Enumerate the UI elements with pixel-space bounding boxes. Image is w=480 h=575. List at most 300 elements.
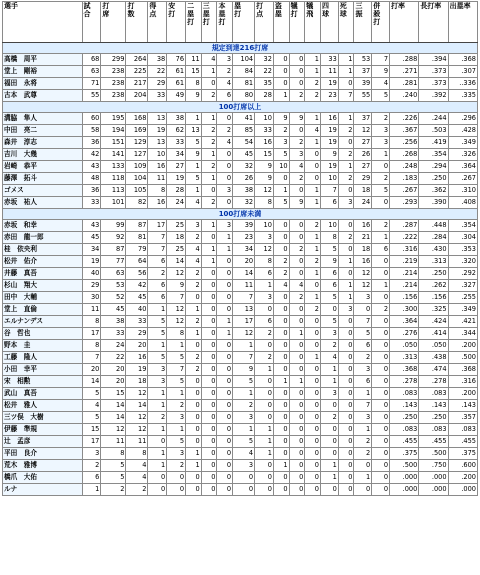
stat-cell: 16 [354, 256, 372, 268]
column-header [354, 2, 372, 43]
table-row [3, 66, 478, 78]
stat-cell: 1 [354, 424, 372, 436]
stat-cell: 3 [289, 149, 305, 161]
stat-cell: 11 [186, 54, 202, 66]
table-row [3, 436, 478, 448]
column-header [372, 2, 390, 43]
stat-cell: 3 [320, 328, 338, 340]
stat-cell: 0 [289, 316, 305, 328]
stat-cell: 0 [201, 400, 217, 412]
stat-cell: 0 [289, 340, 305, 352]
stat-cell: .750 [419, 460, 448, 472]
stat-cell: 3 [338, 304, 354, 316]
stat-cell: 0 [201, 412, 217, 424]
section-title: 100打席以上 [3, 102, 478, 113]
stat-cell: 1 [255, 280, 274, 292]
stat-cell: 0 [338, 460, 354, 472]
stat-cell: 0 [273, 328, 289, 340]
stat-cell: .250 [419, 268, 448, 280]
stat-cell: 7 [82, 352, 101, 364]
stat-cell: 8 [101, 448, 126, 460]
stat-cell: 1 [338, 292, 354, 304]
stat-cell: 17 [82, 436, 101, 448]
stat-cell: 1 [273, 185, 289, 197]
stat-cell: 2 [305, 220, 321, 232]
player-name-cell: 赤坂 和幸 [3, 220, 83, 232]
column-header-label: 併殺打 [373, 2, 381, 26]
stat-cell: .183 [390, 173, 419, 185]
column-header-label: 安打 [168, 2, 176, 18]
stat-cell: 45 [233, 149, 255, 161]
table-row [3, 90, 478, 102]
stat-cell: 63 [82, 66, 101, 78]
stat-cell: 0 [217, 460, 233, 472]
stat-cell: 3 [233, 412, 255, 424]
stat-cell: 1 [354, 388, 372, 400]
stat-cell: 92 [101, 232, 126, 244]
stat-cell: 0 [338, 185, 354, 197]
stat-cell: 1 [305, 197, 321, 209]
stat-cell: 0 [255, 484, 274, 496]
stat-cell: 0 [338, 137, 354, 149]
stat-cell: 19 [82, 256, 101, 268]
stat-cell: 1 [320, 472, 338, 484]
stat-cell: 9 [186, 90, 202, 102]
stat-cell: .455 [419, 436, 448, 448]
stat-cell: 1 [217, 244, 233, 256]
stat-cell: .421 [448, 316, 477, 328]
stat-cell: 2 [305, 304, 321, 316]
stat-cell: 26 [354, 149, 372, 161]
stat-cell: 118 [101, 173, 126, 185]
stat-cell: 5 [233, 376, 255, 388]
stat-cell: 5 [320, 244, 338, 256]
stat-cell: 0 [233, 472, 255, 484]
stat-cell: .326 [448, 149, 477, 161]
stat-cell: 1 [148, 448, 167, 460]
stat-cell: .325 [419, 304, 448, 316]
stat-cell: 17 [82, 328, 101, 340]
stat-cell: .307 [448, 66, 477, 78]
stat-cell: 0 [305, 400, 321, 412]
stat-cell: 0 [186, 424, 202, 436]
stat-cell: .368 [390, 364, 419, 376]
stat-cell: 22 [148, 66, 167, 78]
stat-cell: 2 [289, 292, 305, 304]
stat-cell: 19 [167, 173, 186, 185]
table-row [3, 424, 478, 436]
stat-cell: 7 [233, 292, 255, 304]
stat-cell: 79 [126, 244, 148, 256]
stat-cell: 14 [167, 256, 186, 268]
stat-cell: 0 [167, 472, 186, 484]
stat-cell: 2 [305, 90, 321, 102]
stat-cell: 169 [126, 125, 148, 137]
stat-cell: 42 [82, 149, 101, 161]
stat-cell: 0 [217, 436, 233, 448]
stat-cell: 0 [217, 352, 233, 364]
stat-cell: 2 [338, 232, 354, 244]
stat-cell: 3 [233, 460, 255, 472]
stat-cell: 6 [354, 376, 372, 388]
stat-cell: .368 [448, 54, 477, 66]
stat-cell: .600 [448, 460, 477, 472]
stat-cell: 0 [273, 412, 289, 424]
stat-cell: 1 [233, 340, 255, 352]
stat-cell: 1 [201, 66, 217, 78]
stat-cell: 24 [167, 197, 186, 209]
stat-cell: 0 [273, 316, 289, 328]
stat-cell: 10 [273, 161, 289, 173]
stat-cell: 1 [148, 304, 167, 316]
stat-cell: 14 [233, 268, 255, 280]
stat-cell: 4 [305, 125, 321, 137]
stat-cell: 45 [82, 232, 101, 244]
stat-cell: 0 [338, 388, 354, 400]
stat-cell: 3 [273, 137, 289, 149]
stat-cell: 0 [372, 161, 390, 173]
stat-cell: 0 [201, 328, 217, 340]
stat-cell: 0 [338, 484, 354, 496]
stat-cell: 2 [372, 304, 390, 316]
stat-cell: 0 [305, 376, 321, 388]
stat-cell: .219 [390, 256, 419, 268]
stat-cell: 0 [289, 78, 305, 90]
stat-cell: 2 [289, 244, 305, 256]
column-header [419, 2, 448, 43]
table-header [3, 2, 478, 43]
stat-cell: .214 [390, 280, 419, 292]
stat-cell: .248 [390, 161, 419, 173]
player-name-cell: 堂上 剛裕 [3, 66, 83, 78]
stat-cell: 36 [82, 137, 101, 149]
stat-cell: 6 [255, 316, 274, 328]
stat-cell: .503 [419, 125, 448, 137]
stat-cell: 0 [186, 388, 202, 400]
stat-cell: .375 [390, 448, 419, 460]
stat-cell: 5 [82, 412, 101, 424]
stat-cell: 15 [255, 149, 274, 161]
stat-cell: 1 [148, 400, 167, 412]
stat-cell: 0 [273, 244, 289, 256]
stat-cell: .244 [419, 113, 448, 125]
stat-cell: 6 [148, 280, 167, 292]
stat-cell: 14 [82, 376, 101, 388]
stat-cell: .455 [448, 436, 477, 448]
stat-cell: 33 [148, 90, 167, 102]
stat-cell: 58 [82, 125, 101, 137]
stat-cell: .278 [390, 376, 419, 388]
stat-cell: 7 [233, 352, 255, 364]
stat-cell: 4 [217, 137, 233, 149]
column-header-label: 長打率 [420, 2, 442, 10]
stat-cell: 109 [126, 161, 148, 173]
stat-cell: 2 [126, 484, 148, 496]
stat-cell: 129 [126, 137, 148, 149]
stat-cell: 0 [148, 484, 167, 496]
stat-cell: .250 [419, 173, 448, 185]
stat-cell: 12 [101, 424, 126, 436]
stat-cell: 14 [126, 400, 148, 412]
stat-cell: 1 [372, 232, 390, 244]
stat-cell: 0 [372, 460, 390, 472]
stat-cell: 0 [186, 436, 202, 448]
stat-cell: 20 [126, 340, 148, 352]
stat-cell: 9 [289, 197, 305, 209]
stat-cell: 0 [338, 78, 354, 90]
player-name-cell: 赤田 龍一郎 [3, 232, 83, 244]
stat-cell: 17 [148, 220, 167, 232]
stat-cell: 8 [82, 316, 101, 328]
stat-cell: 0 [273, 220, 289, 232]
stat-cell: 0 [217, 197, 233, 209]
stat-cell: 28 [255, 90, 274, 102]
stat-cell: 0 [338, 424, 354, 436]
stat-cell: .222 [390, 232, 419, 244]
stat-cell: .000 [390, 484, 419, 496]
stat-cell: .250 [390, 412, 419, 424]
stat-cell: 0 [217, 149, 233, 161]
stat-cell: 0 [372, 472, 390, 484]
stat-cell: 4 [186, 256, 202, 268]
stat-cell: 3 [354, 412, 372, 424]
stat-cell: 16 [255, 137, 274, 149]
stat-cell: .300 [390, 304, 419, 316]
stat-cell: .373 [419, 78, 448, 90]
stat-cell: 2 [273, 268, 289, 280]
stat-cell: 0 [201, 268, 217, 280]
stat-cell: 0 [217, 256, 233, 268]
stat-cell: 1 [201, 244, 217, 256]
stat-cell: 4 [201, 54, 217, 66]
player-name-cell: 中田 亮二 [3, 125, 83, 137]
stat-cell: 0 [320, 436, 338, 448]
stat-cell: 1 [255, 364, 274, 376]
column-header-label: 得点 [149, 2, 157, 18]
stat-cell: 1 [201, 149, 217, 161]
player-name-cell: 平田 良介 [3, 448, 83, 460]
table-row [3, 328, 478, 340]
stat-cell: 1 [273, 376, 289, 388]
stat-cell: 4 [289, 161, 305, 173]
stat-cell: 5 [148, 328, 167, 340]
stat-cell: 14 [101, 412, 126, 424]
stat-cell: 0 [305, 316, 321, 328]
stat-cell: 24 [101, 340, 126, 352]
stat-cell: 15 [101, 388, 126, 400]
stat-cell: 3 [148, 364, 167, 376]
stat-cell: 0 [201, 424, 217, 436]
stat-cell: .316 [448, 376, 477, 388]
stat-cell: 0 [289, 125, 305, 137]
stat-cell: 39 [233, 220, 255, 232]
stat-cell: 20 [101, 364, 126, 376]
stat-cell: 0 [338, 328, 354, 340]
stat-cell: 37 [354, 113, 372, 125]
table-row [3, 113, 478, 125]
stat-cell: 13 [233, 304, 255, 316]
player-name-cell: 溝脇 隼人 [3, 113, 83, 125]
stat-cell: 1 [338, 66, 354, 78]
stat-cell: 14 [101, 400, 126, 412]
stat-cell: 0 [233, 484, 255, 496]
stat-cell: 0 [338, 352, 354, 364]
table-row [3, 232, 478, 244]
stat-cell: 29 [82, 280, 101, 292]
stat-cell: .474 [419, 364, 448, 376]
stat-cell: 4 [217, 78, 233, 90]
stat-cell: 1 [255, 424, 274, 436]
stat-cell: 23 [233, 232, 255, 244]
column-header [217, 2, 233, 43]
stat-cell: .288 [390, 54, 419, 66]
stat-cell: 27 [354, 137, 372, 149]
stat-cell: 2 [201, 197, 217, 209]
stat-cell: .200 [448, 472, 477, 484]
player-name-cell: 荒木 雅博 [3, 460, 83, 472]
stat-cell: .354 [419, 149, 448, 161]
column-header-label: 選手 [4, 2, 18, 10]
stat-cell: 43 [82, 220, 101, 232]
stat-cell: 0 [201, 292, 217, 304]
stat-cell: 1 [305, 244, 321, 256]
player-name-cell: 伊藤 準規 [3, 424, 83, 436]
stat-cell: 38 [233, 185, 255, 197]
stat-cell: 0 [201, 185, 217, 197]
stat-cell: 0 [186, 376, 202, 388]
stat-cell: 0 [338, 244, 354, 256]
stat-cell: 6 [372, 244, 390, 256]
stat-cell: 5 [101, 460, 126, 472]
stat-cell: 24 [354, 197, 372, 209]
column-header [448, 2, 477, 43]
stat-cell: 3 [372, 125, 390, 137]
player-name-cell: 堂上 直倫 [3, 304, 83, 316]
stat-cell: 0 [320, 304, 338, 316]
stat-cell: 0 [289, 436, 305, 448]
stat-cell: 1 [82, 484, 101, 496]
stat-cell: 0 [201, 280, 217, 292]
stat-cell: 3 [354, 292, 372, 304]
stat-cell: 35 [255, 78, 274, 90]
stat-cell: 8 [126, 448, 148, 460]
stat-cell: 0 [338, 448, 354, 460]
stat-cell: 12 [126, 424, 148, 436]
player-name-cell: 藤澤 拓斗 [3, 173, 83, 185]
stat-cell: 53 [354, 54, 372, 66]
table-row [3, 244, 478, 256]
stat-cell: .200 [448, 340, 477, 352]
stat-cell: 0 [289, 304, 305, 316]
stat-cell: 6 [217, 90, 233, 102]
table-row [3, 185, 478, 197]
stat-cell: 2 [201, 125, 217, 137]
stat-cell: 0 [217, 472, 233, 484]
stat-cell: 7 [338, 90, 354, 102]
stat-cell: .364 [390, 316, 419, 328]
stat-cell: 2 [289, 137, 305, 149]
stat-cell: 33 [82, 197, 101, 209]
stat-cell: 1 [305, 268, 321, 280]
stat-cell: 0 [273, 436, 289, 448]
column-header [233, 2, 255, 43]
stat-cell: 16 [320, 113, 338, 125]
stat-cell: .368 [448, 364, 477, 376]
stat-cell: .327 [448, 280, 477, 292]
stat-cell: 1 [338, 161, 354, 173]
stat-cell: 19 [126, 364, 148, 376]
stat-cell: .284 [419, 232, 448, 244]
stat-cell: 0 [289, 185, 305, 197]
stat-cell: .156 [390, 292, 419, 304]
stat-cell: 0 [186, 400, 202, 412]
stat-cell: 9 [289, 113, 305, 125]
stat-cell: .394 [419, 54, 448, 66]
stat-cell: 1 [338, 280, 354, 292]
stat-cell: 11 [233, 280, 255, 292]
player-name-cell: 桂 依央利 [3, 244, 83, 256]
stat-cell: 4 [186, 244, 202, 256]
stat-cell: 38 [167, 113, 186, 125]
stat-cell: 32 [255, 54, 274, 66]
stat-cell: 11 [82, 304, 101, 316]
stat-cell: 5 [101, 472, 126, 484]
stat-cell: 1 [186, 161, 202, 173]
stat-cell: .050 [390, 340, 419, 352]
stat-cell: 1 [255, 448, 274, 460]
player-name-cell: 三ツ俣 大樹 [3, 412, 83, 424]
stat-cell: 11 [101, 436, 126, 448]
stat-cell: 0 [217, 412, 233, 424]
stat-cell: 1 [217, 316, 233, 328]
stat-cell: 0 [273, 364, 289, 376]
stat-cell: 0 [305, 484, 321, 496]
stat-cell: 7 [354, 316, 372, 328]
column-header-label: 死球 [339, 2, 347, 18]
stat-cell: .294 [419, 161, 448, 173]
stat-cell: 1 [372, 149, 390, 161]
player-name-cell: 福田 永将 [3, 78, 83, 90]
table-row [3, 125, 478, 137]
stat-cell: 0 [186, 292, 202, 304]
stat-cell: 3 [186, 220, 202, 232]
stat-cell: 1 [167, 340, 186, 352]
player-name-cell: ゴメス [3, 185, 83, 197]
stat-cell: 38 [148, 54, 167, 66]
stat-cell: 9 [167, 280, 186, 292]
stat-cell: 9 [255, 161, 274, 173]
stat-cell: 1 [217, 232, 233, 244]
section-title: 規定到達216打席 [3, 43, 478, 54]
stat-cell: 30 [82, 292, 101, 304]
stat-cell: 2 [101, 484, 126, 496]
stat-cell: 45 [126, 292, 148, 304]
stat-cell: .278 [419, 376, 448, 388]
stat-cell: 0 [338, 412, 354, 424]
stat-cell: .390 [419, 197, 448, 209]
stat-cell: 1 [305, 185, 321, 197]
stat-cell: 238 [101, 78, 126, 90]
stat-cell: 22 [101, 352, 126, 364]
stat-cell: 2 [217, 125, 233, 137]
stat-cell: 194 [101, 125, 126, 137]
stat-cell: .414 [419, 328, 448, 340]
stat-cell: 1 [273, 460, 289, 472]
header-row [3, 2, 478, 43]
stat-cell: 4 [372, 78, 390, 90]
stat-cell: 8 [255, 256, 274, 268]
stat-cell: 1 [148, 388, 167, 400]
